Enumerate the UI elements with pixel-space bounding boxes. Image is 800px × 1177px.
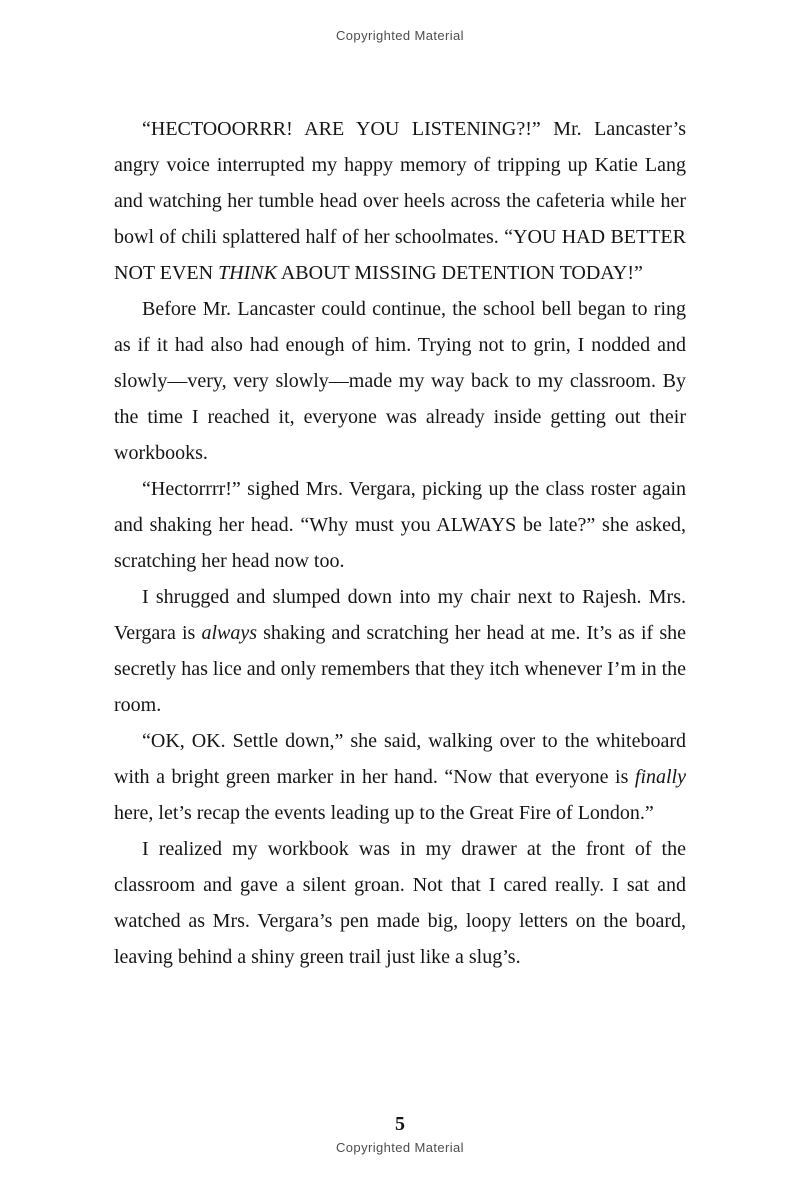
text-run: Before Mr. Lancaster could continue, the school bell began to ring as if it had also had enough of him. Trying not to grin, I nodded and slowly—very, very slowly—made my way back to my classroom. By the time I reached it, everyone was already inside getting out their workbooks. <box>114 298 686 464</box>
text-run: I realized my workbook was in my drawer at the front of the classroom and gave a silent groan. Not that I cared really. I sat and watched as Mrs. Vergara’s pen made big, loopy letters on the board, leaving behind a shiny green trail just like a slug’s. <box>114 838 686 968</box>
text-run-italic: finally <box>634 766 686 788</box>
text-run: “HECTOOORRR! ARE YOU LISTENING?!” Mr. Lancaster’s angry voice interrupted my happy memory of tripping up Katie Lang and watching her tumble head over heels across the cafeteria while her bowl of chili splattered half of her schoolmates. “YOU HAD BETTER NOT EVEN <box>114 118 686 284</box>
page-footer <box>0 1113 800 1155</box>
paragraph-2 <box>114 291 686 471</box>
text-run: “Hectorrrr!” sighed Mrs. Vergara, picking up the class roster again and shaking her head. “Why must you ALWAYS be late?” she asked, scratching her head now too. <box>114 478 686 572</box>
page-text <box>114 111 686 975</box>
text-run-italic: always <box>201 622 257 644</box>
copyright-notice-top: Copyrighted Material <box>336 28 464 43</box>
paragraph-4 <box>114 579 686 723</box>
paragraph-6 <box>114 831 686 975</box>
text-run: I shrugged and slumped down into my chair next to Rajesh. Mrs. Vergara is <box>114 586 686 644</box>
paragraph-3 <box>114 471 686 579</box>
paragraph-5 <box>114 723 686 831</box>
text-run: here, let’s recap the events leading up to the Great Fire of London.” <box>114 802 654 824</box>
copyright-notice-bottom: Copyrighted Material <box>336 1140 464 1155</box>
page-number: 5 <box>395 1113 405 1135</box>
text-run-italic: THINK <box>218 262 277 284</box>
text-run: ABOUT MISSING DETENTION TODAY!” <box>276 262 643 284</box>
paragraph-1 <box>114 111 686 291</box>
text-run: shaking and scratching her head at me. It’s as if she secretly has lice and only remembers that they itch whenever I’m in the room. <box>114 622 687 716</box>
text-run: “OK, OK. Settle down,” she said, walking over to the whiteboard with a bright green marker in her hand. “Now that everyone is <box>114 730 686 788</box>
